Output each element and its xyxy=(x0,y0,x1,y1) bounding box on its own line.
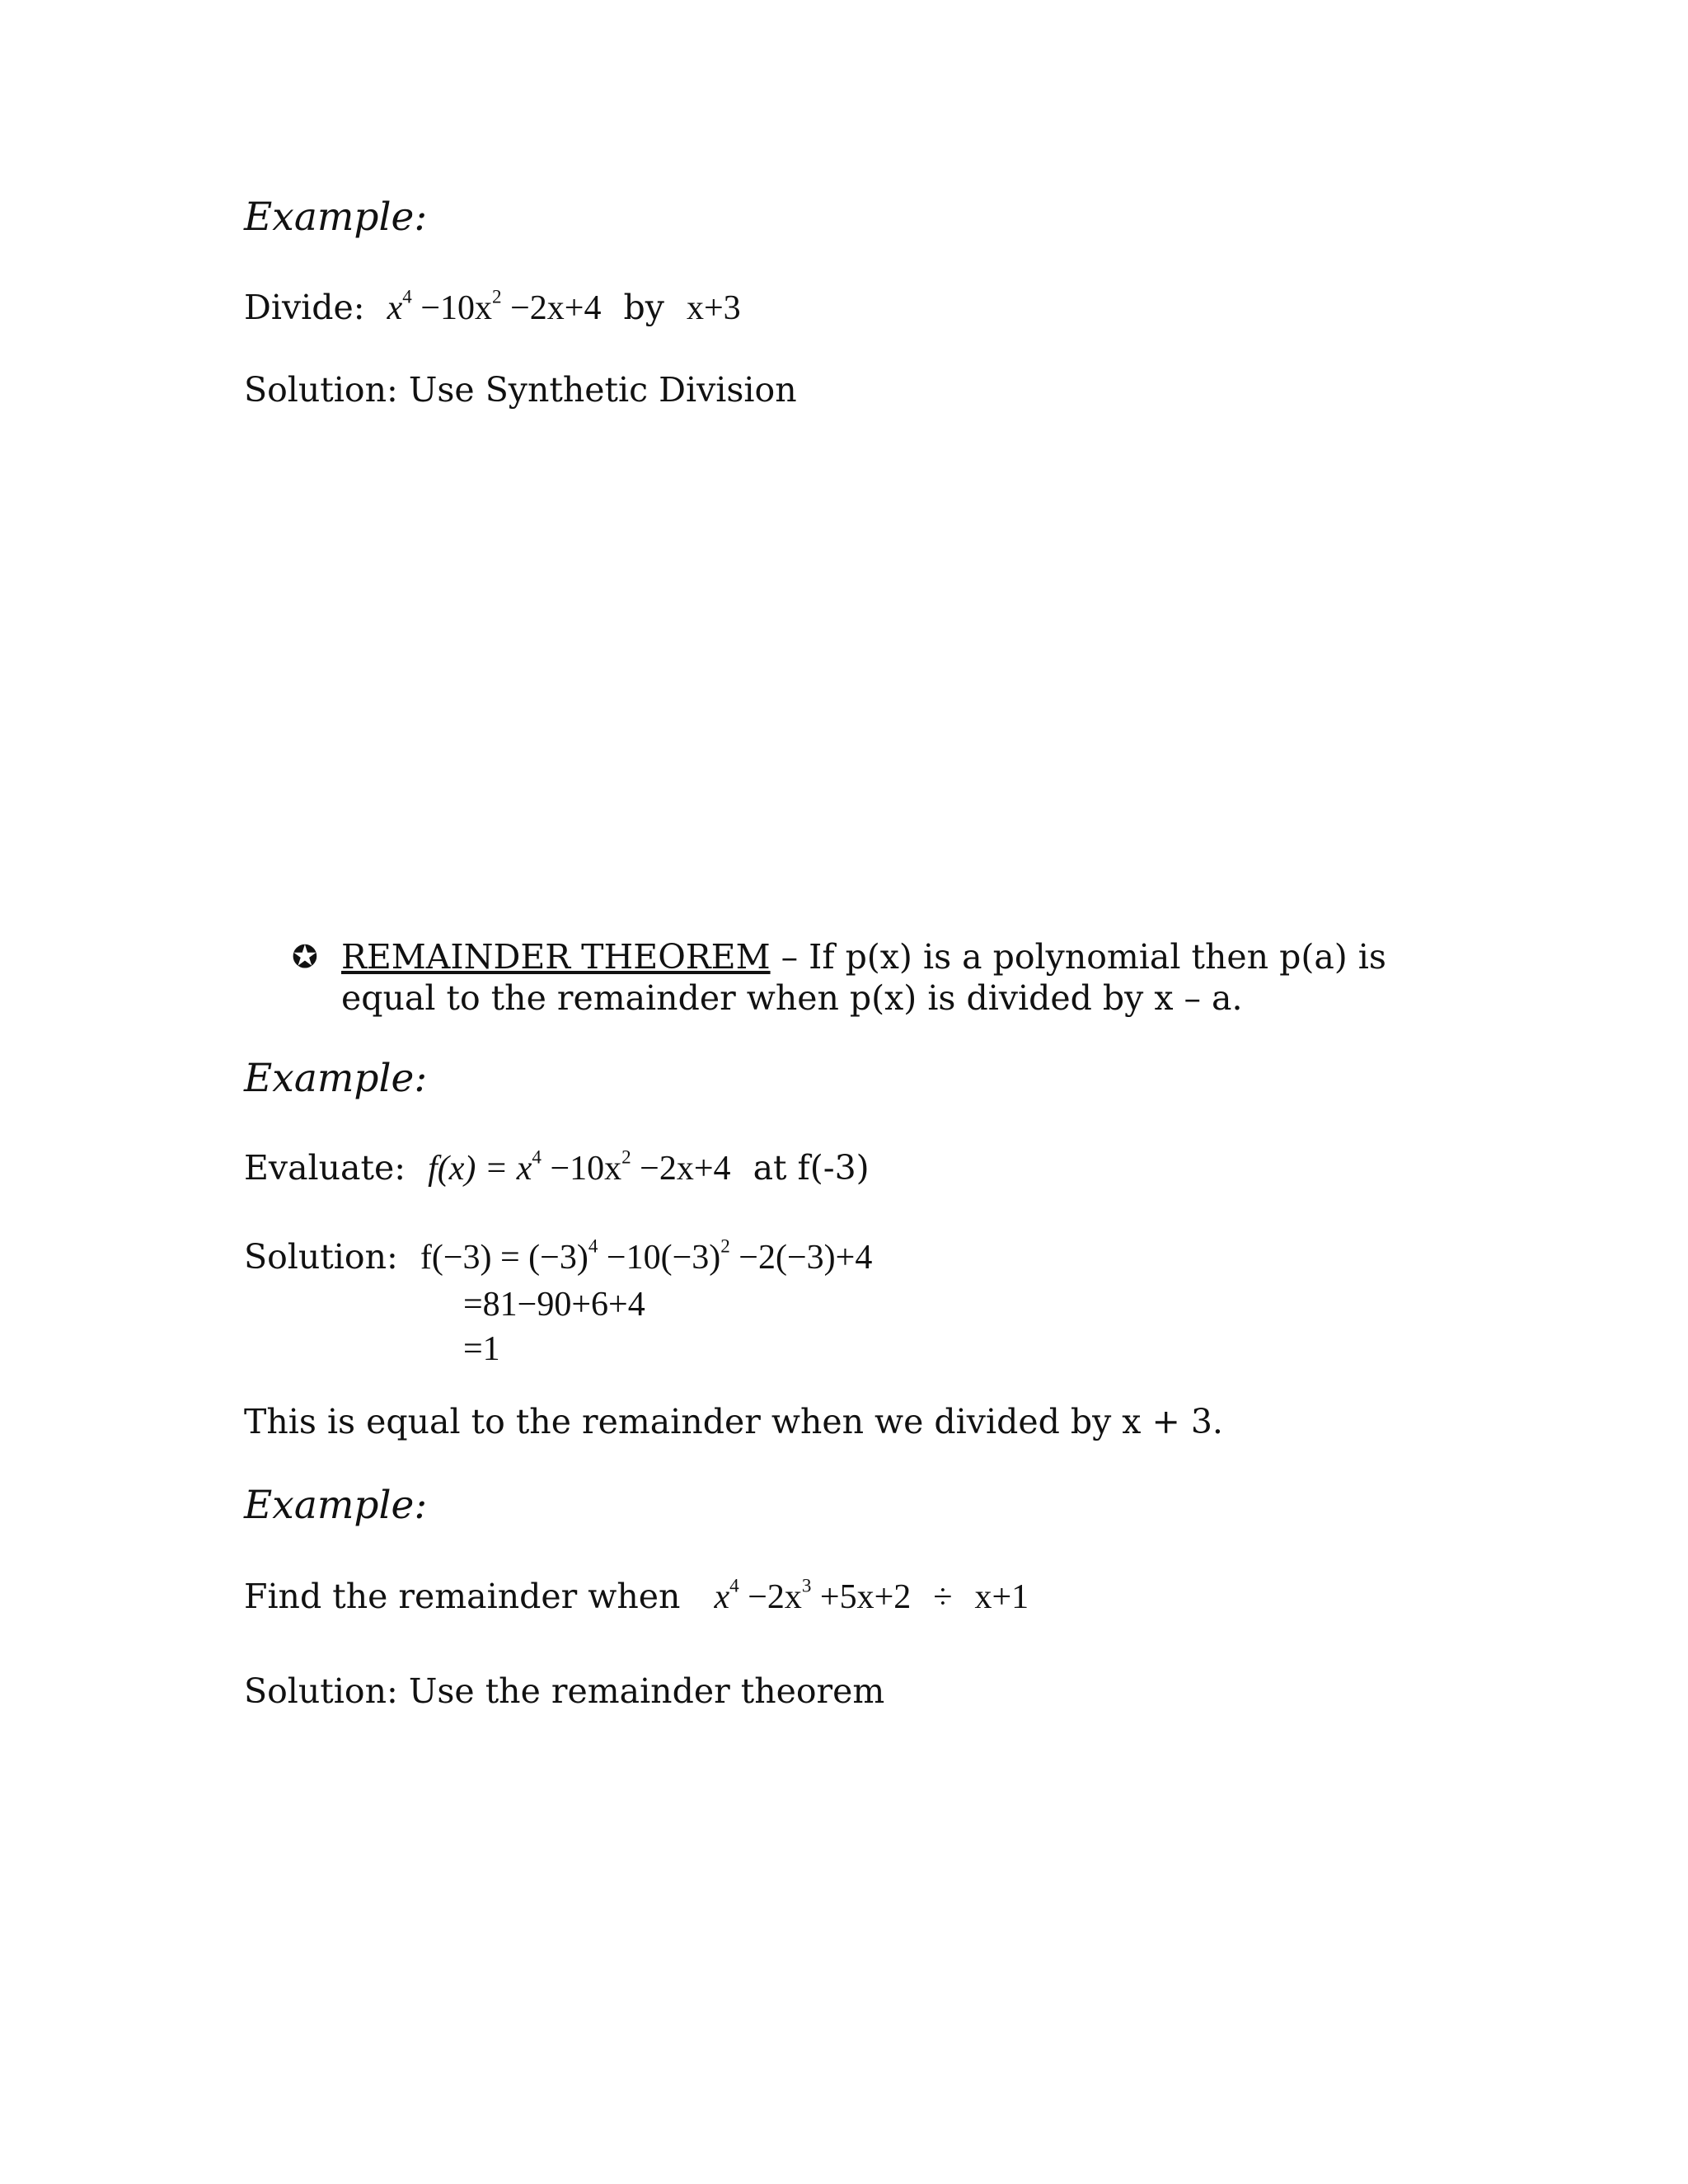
theorem-text: – If p(x) is a polynomial then p(a) is equal to the remainder when p(x) is divided by x – a. xyxy=(341,937,1386,1018)
theorem-term: REMAINDER THEOREM xyxy=(341,937,771,977)
solution-step-3: =1 xyxy=(463,1330,500,1368)
solution-label: Solution: xyxy=(244,1237,398,1277)
find-remainder-prompt xyxy=(244,1574,1029,1616)
solution-line-3: Solution: Use the remainder theorem xyxy=(244,1671,885,1711)
by-word: by xyxy=(623,288,664,327)
example-heading-2: Example: xyxy=(244,1056,428,1101)
dividend-expression: $x^4 -10x^2 -2x+4$ xyxy=(387,285,602,327)
divisor-expression: x+3 xyxy=(686,289,741,327)
remainder-theorem xyxy=(292,936,1446,1019)
divide-prompt xyxy=(244,285,741,327)
star-bullet-icon: ✪ xyxy=(292,939,318,975)
example-heading-3: Example: xyxy=(244,1483,428,1528)
step-1-expression: $f(-3) = (-3)^4 -10(-3)^2 -2(-3)+4$ xyxy=(420,1235,873,1277)
solution-line-1: Solution: Use Synthetic Division xyxy=(244,370,797,410)
divide-sign: ÷ xyxy=(933,1578,953,1616)
solution-step-2: =81−90+6+4 xyxy=(463,1286,645,1324)
divisor-expression-3: x+1 xyxy=(974,1578,1029,1616)
polynomial-expression: $x^4 -2x^3 +5x+2$ xyxy=(714,1574,912,1616)
evaluate-at: at f(-3) xyxy=(753,1148,870,1188)
evaluate-prompt xyxy=(244,1146,870,1188)
example-heading-1: Example: xyxy=(244,194,428,240)
solution-step-1 xyxy=(244,1235,873,1277)
fx-expression: $f(x) = x^4 -10x^2 -2x+4$ xyxy=(428,1146,731,1188)
remainder-note: This is equal to the remainder when we divided by x + 3. xyxy=(244,1402,1223,1441)
divide-label: Divide: xyxy=(244,288,365,327)
evaluate-label: Evaluate: xyxy=(244,1148,406,1188)
find-label: Find the remainder when xyxy=(244,1577,681,1616)
